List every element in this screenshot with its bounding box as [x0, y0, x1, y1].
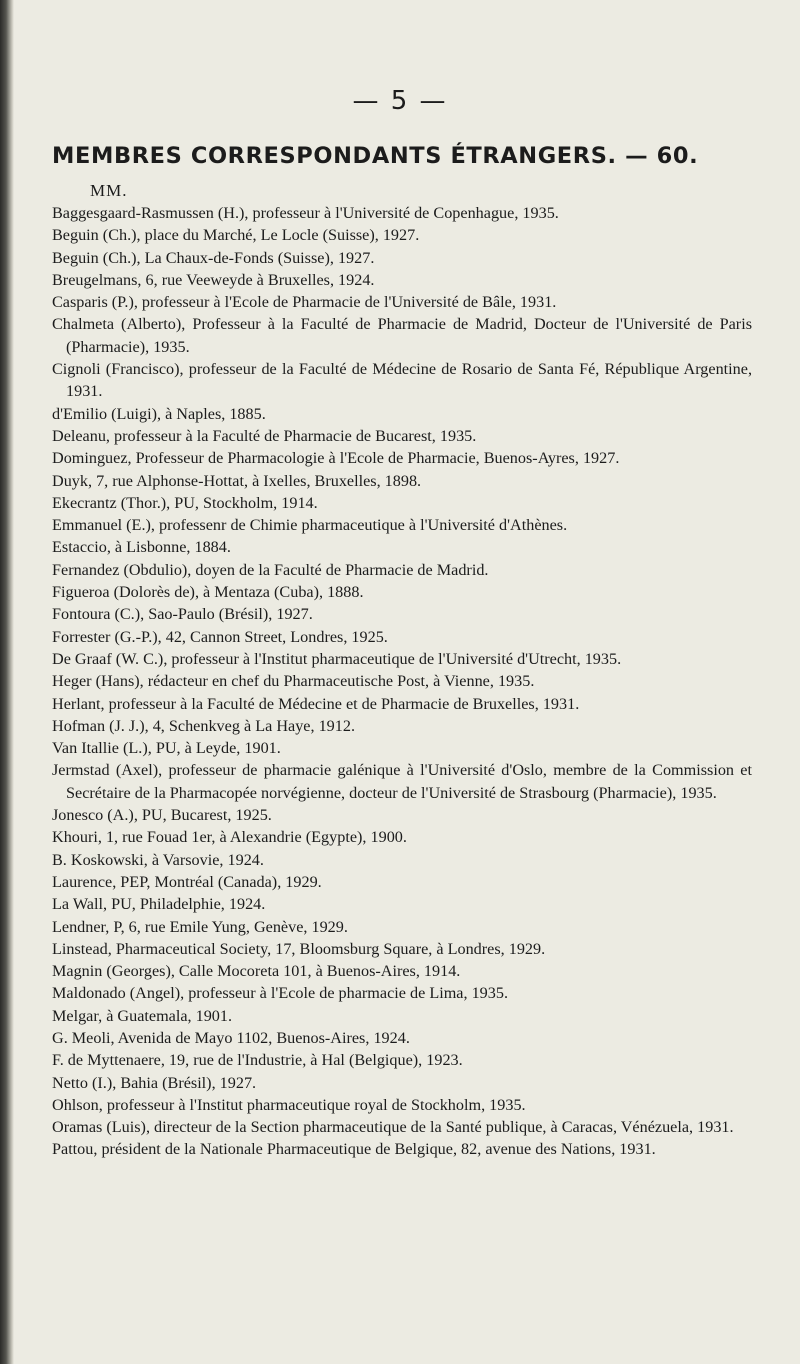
- page-binding-edge: [0, 0, 14, 1364]
- member-entry: Pattou, président de la Nationale Pharmaceutique de Belgique, 82, avenue des Nations, 1931.: [52, 1140, 656, 1159]
- member-entry: Melgar, à Guatemala, 1901.: [52, 1006, 233, 1025]
- member-entry: Cignoli (Francisco), professeur de la Faculté de Médecine de Rosario de Santa Fé, République Argentine, 1931.: [52, 360, 752, 401]
- member-entry: B. Koskowski, à Varsovie, 1924.: [52, 850, 264, 869]
- member-entry: La Wall, PU, Philadelphie, 1924.: [52, 895, 266, 914]
- member-entry: Ekecrantz (Thor.), PU, Stockholm, 1914.: [52, 493, 318, 512]
- member-entry: Estaccio, à Lisbonne, 1884.: [52, 538, 231, 557]
- member-entry: Ohlson, professeur à l'Institut pharmaceutique royal de Stockholm, 1935.: [52, 1095, 526, 1114]
- member-entry: Fontoura (C.), Sao-Paulo (Brésil), 1927.: [52, 605, 313, 624]
- member-entry: d'Emilio (Luigi), à Naples, 1885.: [52, 404, 266, 423]
- member-entry: Laurence, PEP, Montréal (Canada), 1929.: [52, 872, 322, 891]
- member-entry: Magnin (Georges), Calle Mocoreta 101, à Buenos-Aires, 1914.: [52, 962, 461, 981]
- member-entry: De Graaf (W. C.), professeur à l'Institut pharmaceutique de l'Université d'Utrecht, 1935.: [52, 649, 622, 668]
- member-entry: Van Itallie (L.), PU, à Leyde, 1901.: [52, 739, 281, 758]
- member-entry: Oramas (Luis), directeur de la Section pharmaceutique de la Santé publique, à Caracas, Vénézuela, 1931.: [52, 1118, 734, 1137]
- member-entry: Breugelmans, 6, rue Veeweyde à Bruxelles, 1924.: [52, 270, 375, 289]
- member-entry: Chalmeta (Alberto), Professeur à la Faculté de Pharmacie de Madrid, Docteur de l'Université de Paris (Pharmacie), 1935.: [52, 315, 752, 356]
- member-entry: Baggesgaard-Rasmussen (H.), professeur à l'Université de Copenhague, 1935.: [52, 204, 559, 222]
- member-entry: Forrester (G.-P.), 42, Cannon Street, Londres, 1925.: [52, 627, 388, 646]
- member-entry: Lendner, P, 6, rue Emile Yung, Genève, 1929.: [52, 917, 348, 936]
- member-entry: Duyk, 7, rue Alphonse-Hottat, à Ixelles, Bruxelles, 1898.: [52, 471, 422, 490]
- member-entry: Herlant, professeur à la Faculté de Médecine et de Pharmacie de Bruxelles, 1931.: [52, 694, 580, 713]
- member-entry: F. de Myttenaere, 19, rue de l'Industrie, à Hal (Belgique), 1923.: [52, 1051, 463, 1070]
- member-entry: Casparis (P.), professeur à l'Ecole de Pharmacie de l'Université de Bâle, 1931.: [52, 293, 557, 312]
- section-heading: MEMBRES CORRESPONDANTS ÉTRANGERS. — 60.: [52, 143, 699, 169]
- member-entry: Dominguez, Professeur de Pharmacologie à l'Ecole de Pharmacie, Buenos-Ayres, 1927.: [52, 449, 620, 468]
- member-entry: Figueroa (Dolorès de), à Mentaza (Cuba), 1888.: [52, 583, 364, 602]
- member-entry: Hofman (J. J.), 4, Schenkveg à La Haye, 1912.: [52, 716, 355, 735]
- member-list: [52, 202, 752, 1161]
- member-entry: Beguin (Ch.), place du Marché, Le Locle (Suisse), 1927.: [52, 226, 420, 245]
- member-entry: Beguin (Ch.), La Chaux-de-Fonds (Suisse), 1927.: [52, 248, 375, 267]
- member-entry: Netto (I.), Bahia (Brésil), 1927.: [52, 1073, 257, 1092]
- member-entry: Heger (Hans), rédacteur en chef du Pharmaceutische Post, à Vienne, 1935.: [52, 672, 535, 691]
- member-entry: Khouri, 1, rue Fouad 1er, à Alexandrie (Egypte), 1900.: [52, 828, 407, 847]
- salutation: MM.: [90, 181, 128, 200]
- member-entry: Linstead, Pharmaceutical Society, 17, Bloomsburg Square, à Londres, 1929.: [52, 939, 546, 958]
- member-entry: Jermstad (Axel), professeur de pharmacie galénique à l'Université d'Oslo, membre de la Commission et Secrétaire de la Pharmacopée norvégienne, docteur de l'Université de Strasbourg (Pharmacie), 1935.: [52, 761, 752, 802]
- member-entry: Maldonado (Angel), professeur à l'Ecole de pharmacie de Lima, 1935.: [52, 984, 509, 1003]
- member-entry: Deleanu, professeur à la Faculté de Pharmacie de Bucarest, 1935.: [52, 426, 477, 445]
- member-entry: Fernandez (Obdulio), doyen de la Faculté de Pharmacie de Madrid.: [52, 560, 489, 579]
- member-entry: Emmanuel (E.), professenr de Chimie pharmaceutique à l'Université d'Athènes.: [52, 516, 568, 535]
- member-entry: Jonesco (A.), PU, Bucarest, 1925.: [52, 806, 272, 825]
- page-number: — 5 —: [352, 86, 448, 116]
- member-entry: G. Meoli, Avenida de Mayo 1102, Buenos-Aires, 1924.: [52, 1028, 410, 1047]
